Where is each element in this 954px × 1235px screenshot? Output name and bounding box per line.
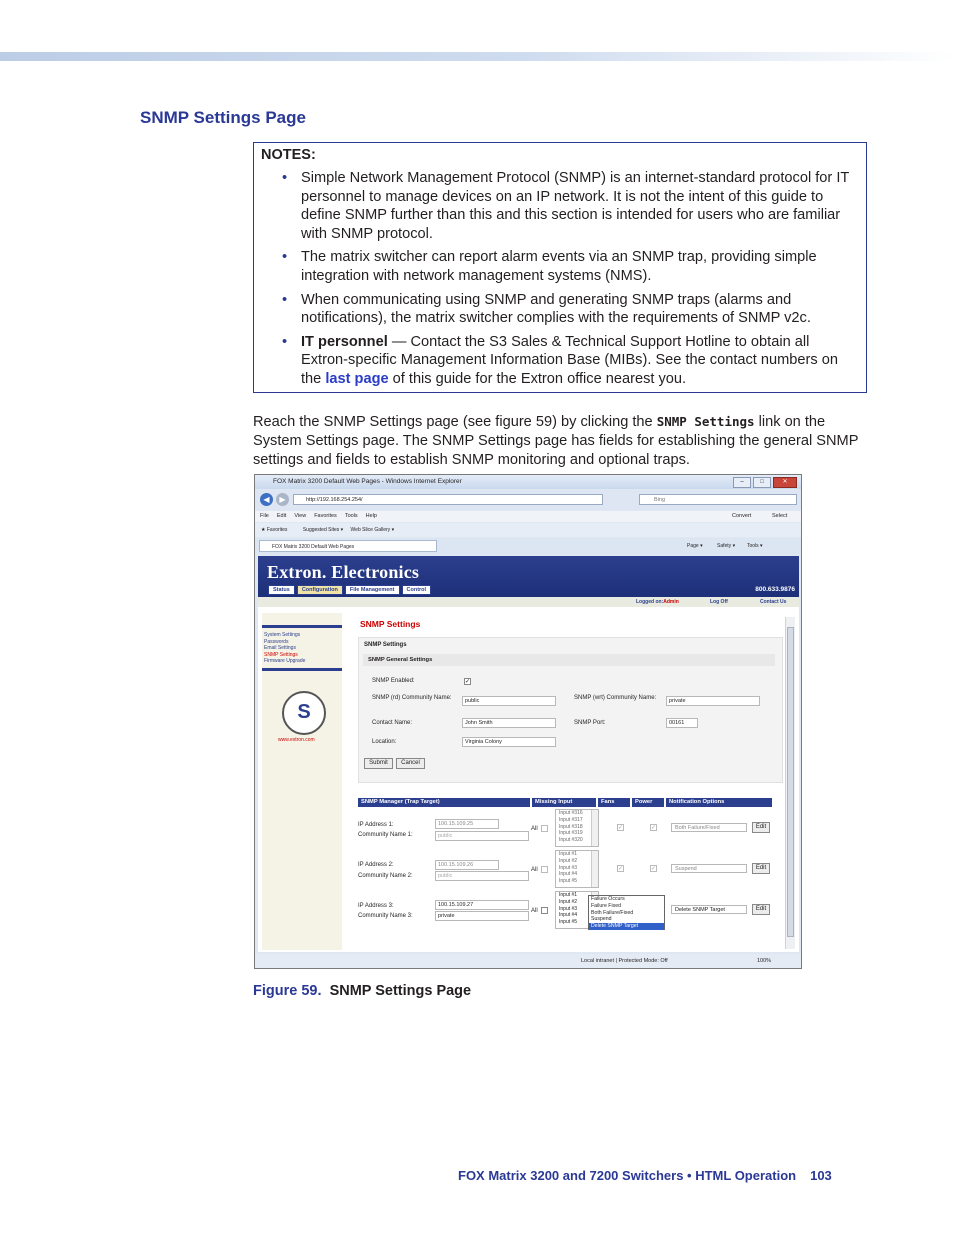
logoff-link[interactable]: Log Off	[710, 599, 728, 605]
menu-bar	[255, 511, 801, 522]
tab-bar	[255, 538, 801, 554]
submit-button[interactable]: Submit	[364, 758, 393, 769]
tab-configuration[interactable]: Configuration	[297, 585, 343, 595]
browser-status-bar	[255, 954, 801, 968]
contact-label: Contact Name:	[372, 720, 413, 726]
all-checkbox[interactable]	[541, 907, 548, 914]
ip-address-input[interactable]: 100.15.109.27	[435, 900, 529, 910]
sidebar-rule	[262, 625, 342, 628]
all-label: All	[531, 908, 538, 914]
notification-select[interactable]: Delete SNMP Target	[671, 905, 747, 914]
figure-number: Figure 59.	[253, 983, 322, 999]
page-footer	[458, 1168, 832, 1183]
figure-title: SNMP Settings Page	[329, 983, 472, 999]
power-header: Power	[632, 798, 664, 807]
para-text: link on the System Settings page. The SNMP Settings page has fields for establishing the general SNMP settings and fields to establish SNMP monitoring and optional traps.	[253, 414, 859, 468]
safety-menu[interactable]: Safety ▾	[717, 543, 736, 549]
minimize-icon[interactable]: –	[733, 477, 751, 488]
suggested-sites[interactable]: Suggested Sites ▾	[302, 527, 344, 533]
settings-content	[350, 613, 788, 949]
contact-link[interactable]: Contact Us	[760, 599, 787, 605]
extron-banner	[258, 556, 799, 597]
figure-screenshot	[254, 474, 802, 969]
sidebar	[262, 613, 342, 950]
menu-tools[interactable]: Tools	[344, 513, 358, 519]
maximize-icon[interactable]: □	[753, 477, 771, 488]
scroll-thumb[interactable]	[787, 627, 794, 937]
s3-seal-icon: S	[282, 691, 326, 735]
port-label: SNMP Port:	[574, 720, 606, 726]
sidebar-item-snmp[interactable]: SNMP Settings	[264, 651, 298, 658]
browser-tab[interactable]: FOX Matrix 3200 Default Web Pages	[259, 540, 437, 552]
web-slice-gallery[interactable]: Web Slice Gallery ▾	[350, 527, 395, 533]
edit-button[interactable]: Edit	[752, 904, 770, 915]
edit-button[interactable]: Edit	[752, 863, 770, 874]
note-text: Simple Network Management Protocol (SNMP) is an internet-standard protocol for IT personnel to manage devices on an IP network. It is not the intent of this guide to define SNMP further than this and this section is intended for users who are familiar with SNMP protocol.	[301, 170, 850, 242]
body-paragraph	[253, 412, 865, 470]
note-text: The matrix switcher can report alarm events via an SNMP trap, providing simple integration with network management systems (NMS).	[301, 249, 817, 284]
input-list[interactable]: Input #316 Input #317 Input #318 Input #319 Input #320	[555, 809, 599, 847]
web-page	[258, 556, 799, 952]
page-number: 103	[810, 1168, 832, 1183]
input-list[interactable]: Input #1 Input #2 Input #3 Input #4 Input #5	[555, 891, 599, 929]
page-title: SNMP Settings	[360, 619, 421, 629]
url-input[interactable]: http://192.168.254.254/	[293, 494, 603, 505]
note-text: When communicating using SNMP and generating SNMP traps (alarms and notifications), the matrix switcher complies with the requirements of SNMP v2c.	[301, 291, 811, 327]
community-label: Community Name 2:	[358, 873, 413, 879]
sidebar-rule	[262, 668, 342, 671]
wrt-label: SNMP (wrt) Community Name:	[574, 695, 657, 701]
notes-heading: NOTES:	[261, 147, 316, 163]
contact-name-input[interactable]: John Smith	[462, 718, 556, 728]
tab-status[interactable]: Status	[268, 585, 295, 595]
note-item	[260, 169, 860, 243]
logged-on: Logged on:Admin	[636, 599, 679, 605]
back-icon[interactable]: ◀	[260, 493, 273, 506]
dropdown-option-selected[interactable]: Delete SNMP Target	[589, 923, 664, 930]
dropdown-option[interactable]: Both Failure/Fixed	[591, 909, 634, 916]
wrt-community-input[interactable]: private	[666, 696, 760, 706]
all-checkbox[interactable]	[541, 825, 548, 832]
missing-input-header: Missing Input	[532, 798, 596, 807]
all-label: All	[531, 867, 538, 873]
manager-header: SNMP Manager (Trap Target)	[358, 798, 530, 807]
bullet-icon: •	[282, 333, 288, 350]
ip-address-input[interactable]: 100.15.109.25	[435, 819, 499, 829]
snmp-enabled-checkbox[interactable]: ✓	[465, 679, 471, 685]
favorites-bar	[255, 523, 801, 537]
phone-number: 800.633.9876	[755, 586, 795, 593]
select-button[interactable]: Select	[772, 513, 788, 519]
star-icon[interactable]: ★	[261, 527, 266, 533]
scrollbar[interactable]	[785, 617, 795, 949]
favorites-button[interactable]: Favorites	[266, 527, 288, 533]
community-input[interactable]: public	[435, 871, 529, 881]
sidebar-links	[262, 632, 342, 665]
menu-edit[interactable]: Edit	[276, 513, 287, 519]
forward-icon[interactable]: ▶	[276, 493, 289, 506]
all-checkbox[interactable]	[541, 866, 548, 873]
fans-checkbox[interactable]: ✓	[618, 866, 624, 872]
general-heading: SNMP General Settings	[363, 654, 775, 666]
community-input[interactable]: private	[435, 911, 529, 921]
panel-heading: SNMP Settings	[364, 642, 407, 648]
sidebar-item-system[interactable]: System Settings	[264, 632, 301, 638]
close-icon[interactable]: ✕	[773, 477, 797, 488]
convert-button[interactable]: Convert	[732, 513, 752, 519]
header-rule	[0, 52, 954, 61]
section-title: SNMP Settings Page	[140, 108, 306, 127]
para-text: Reach the SNMP Settings page (see figure 59) by clicking the	[253, 414, 657, 430]
bullet-icon: •	[282, 291, 288, 308]
community-input[interactable]: public	[435, 831, 529, 841]
power-checkbox[interactable]: ✓	[651, 866, 657, 872]
note-bold: IT personnel	[301, 333, 388, 350]
notification-dropdown[interactable]	[588, 895, 665, 930]
settings-panel	[358, 637, 783, 783]
all-label: All	[531, 826, 538, 832]
fans-header: Fans	[598, 798, 630, 807]
note-item	[260, 291, 860, 328]
rd-community-input[interactable]: public	[462, 696, 556, 706]
address-bar	[255, 490, 801, 510]
sidebar-item-passwords[interactable]: Passwords	[264, 638, 289, 645]
edit-button[interactable]: Edit	[752, 822, 770, 833]
tab-control[interactable]: Control	[402, 585, 432, 595]
community-label: Community Name 3:	[358, 913, 413, 919]
ip-label: IP Address 1:	[358, 822, 394, 828]
zoom-level[interactable]: 100%	[757, 958, 772, 964]
notes-box	[253, 142, 867, 393]
sidebar-item-firmware[interactable]: Firmware Upgrade	[264, 658, 306, 664]
input-list[interactable]: Input #1 Input #2 Input #3 Input #4 Input #5	[555, 850, 599, 888]
window-title: FOX Matrix 3200 Default Web Pages - Windows Internet Explorer	[273, 478, 462, 485]
note-item	[260, 248, 860, 285]
note-item	[260, 333, 860, 389]
dropdown-option[interactable]: Suspend	[591, 916, 612, 923]
bullet-icon: •	[282, 170, 288, 186]
rd-label: SNMP (rd) Community Name:	[372, 695, 452, 701]
menu-view[interactable]: View	[294, 513, 307, 519]
notification-header: Notification Options	[666, 798, 772, 807]
note-text: — Contact the S3 Sales & Technical Support Hotline to obtain all Extron-specific Management Information Base (MIBs). See the contact numbers on the	[301, 333, 838, 387]
figure-caption	[253, 983, 471, 999]
ip-address-input[interactable]: 100.15.109.26	[435, 860, 499, 870]
location-label: Location:	[372, 739, 397, 745]
note-text: of this guide for the Extron office nearest you.	[388, 370, 687, 387]
bullet-icon: •	[282, 249, 288, 266]
fans-checkbox[interactable]: ✓	[618, 825, 624, 831]
ip-label: IP Address 2:	[358, 862, 394, 868]
menu-help[interactable]: Help	[365, 513, 377, 519]
menu-favorites[interactable]: Favorites	[314, 513, 337, 519]
nav-tabs	[268, 585, 431, 595]
community-label: Community Name 1:	[358, 832, 413, 838]
menu-file[interactable]: File	[260, 513, 269, 519]
power-checkbox[interactable]: ✓	[651, 825, 657, 831]
sidebar-item-email[interactable]: Email Settings	[264, 645, 296, 651]
footer-text: FOX Matrix 3200 and 7200 Switchers • HTML Operation	[458, 1168, 797, 1183]
zone-status: Local intranet | Protected Mode: Off	[581, 958, 668, 964]
enabled-label: SNMP Enabled:	[372, 678, 415, 684]
page-menu[interactable]: Page ▾	[687, 543, 703, 549]
brand-logo: Extron. Electronics	[267, 562, 420, 582]
window-titlebar	[255, 475, 801, 489]
snmp-settings-code: SNMP Settings	[656, 414, 755, 429]
web-url[interactable]: www.extron.com	[278, 737, 315, 743]
dropdown-option[interactable]: Failure Occurs	[591, 896, 625, 902]
list-scrollbar[interactable]	[591, 810, 598, 846]
location-input[interactable]: Virginia Colony	[462, 737, 556, 747]
tab-file-management[interactable]: File Management	[345, 585, 400, 595]
cancel-button[interactable]: Cancel	[396, 758, 425, 769]
last-page-link[interactable]: last page	[325, 370, 389, 387]
snmp-port-input[interactable]: 00161	[666, 718, 698, 728]
list-scrollbar[interactable]	[591, 851, 598, 887]
notification-select[interactable]: Suspend	[671, 864, 747, 873]
search-input[interactable]: Bing	[639, 494, 797, 505]
login-status-bar	[258, 597, 799, 607]
ip-label: IP Address 3:	[358, 903, 394, 909]
notification-select[interactable]: Both Failure/Fixed	[671, 823, 747, 832]
dropdown-option[interactable]: Failure Fixed	[591, 902, 621, 909]
tools-menu[interactable]: Tools ▾	[747, 543, 763, 549]
